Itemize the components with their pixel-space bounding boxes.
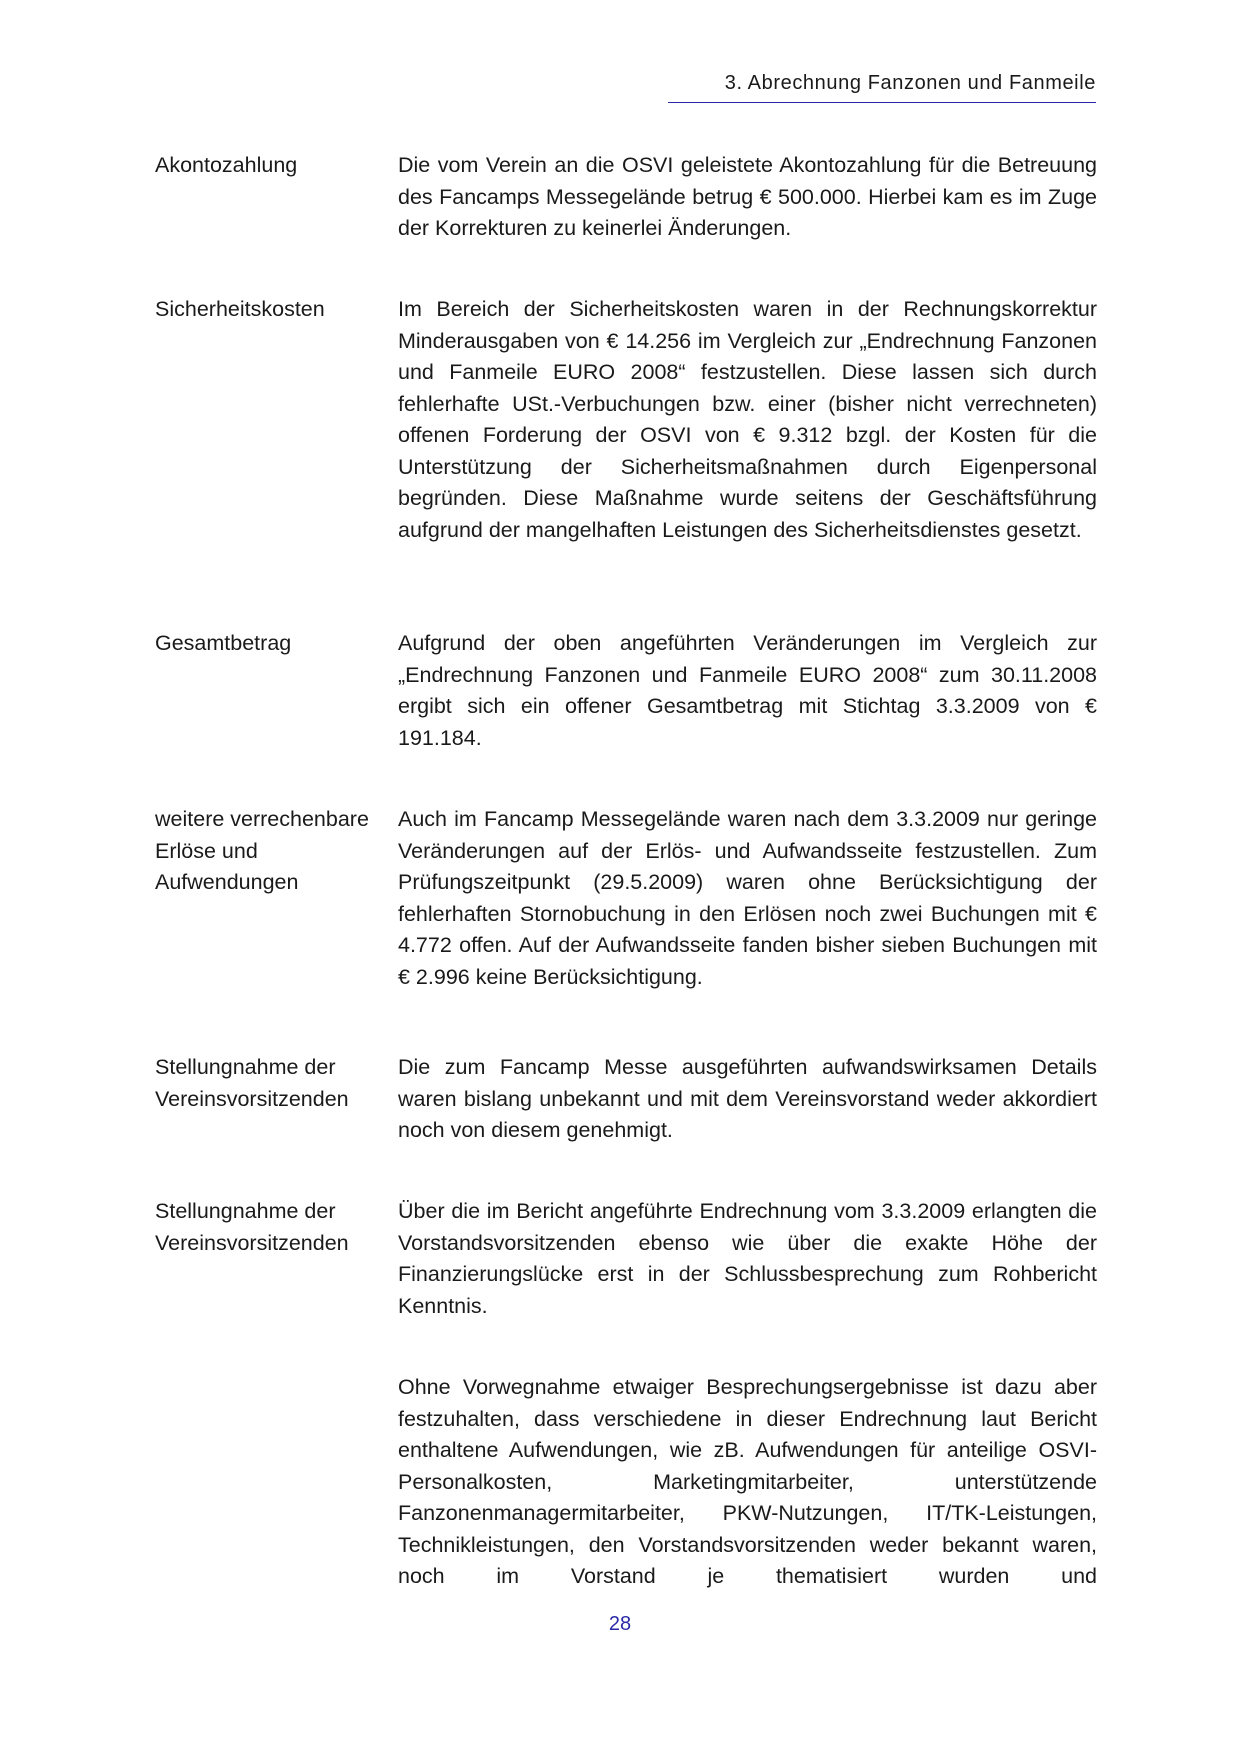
section-text: Aufgrund der oben angeführten Veränderungen im Vergleich zur „Endrechnung Fanzonen und Fanmeile EURO 2008“ zum 30.11.2008 ergibt sich ein offener Gesamtbetrag mit Stichtag 3.3.2009 von € 191.184. [398,631,1097,750]
section-text: Die vom Verein an die OSVI geleistete Akontozahlung für die Betreuung des Fancamps Messegelände betrug € 500.000. Hierbei kam es im Zuge der Korrekturen zu keinerlei Änderungen. [398,153,1097,240]
section-text: Ohne Vorwegnahme etwaiger Besprechungsergebnisse ist dazu aber festzuhalten, dass verschiedene in dieser Endrechnung laut Bericht enthaltene Aufwendungen, wie zB. Aufwendungen für anteilige OSVI-Personalkosten, Marketingmitarbeiter, unterstützende Fanzonenmanagermitarbeiter, PKW-Nutzungen, IT/TK-Leistungen, Technikleistungen, den Vorstandsvorsitzenden weder bekannt waren, noch im Vorstand je thematisiert wurden und [398,1375,1097,1588]
section-text: Im Bereich der Sicherheitskosten waren in der Rechnungskorrektur Minderausgaben von € 14.256 im Vergleich zur „Endrechnung Fanzonen und Fanmeile EURO 2008“ festzustellen. Diese lassen sich durch fehlerhafte USt.-Verbuchungen bzw. einer (bisher nicht verrechneten) offenen Forderung der OSVI von € 9.312 bzgl. der Kosten für die Unterstützung der Sicherheitsmaßnahmen durch Eigenpersonal begründen. Diese Maßnahme wurde seitens der Geschäftsführung aufgrund der mangelhaften Leistungen des Sicherheitsdienstes gesetzt. [398,297,1097,542]
section-text: Über die im Bericht angeführte Endrechnung vom 3.3.2009 erlangten die Vorstandsvorsitzenden ebenso wie über die exakte Höhe der Finanzierungslücke erst in der Schlussbesprechung zum Rohbericht Kenntnis. [398,1199,1097,1318]
section-label-line: Stellungnahme der [155,1055,336,1079]
running-header-title: 3. Abrechnung Fanzonen und Fanmeile [724,72,1096,94]
section-label-line: Sicherheitskosten [155,297,325,321]
section-label [155,294,395,326]
section-label [155,1196,395,1259]
section-label-line: Vereinsvorsitzenden [155,1230,349,1255]
section-label [155,628,395,660]
section-label [155,150,395,182]
section-label-line: Gesamtbetrag [155,631,292,655]
section-text: Auch im Fancamp Messegelände waren nach dem 3.3.2009 nur geringe Veränderungen auf der Erlös- und Aufwandsseite festzustellen. Zum Prüfungszeitpunkt (29.5.2009) waren ohne Berücksichtigung der fehlerhaften Stornobuchung in den Erlösen noch zwei Buchungen mit € 4.772 offen. Auf der Aufwandsseite fanden bisher sieben Buchungen mit € 2.996 keine Berücksichtigung. [398,807,1097,989]
page-number: 28 [608,1613,632,1635]
section-label-line: weitere verrechenbare [155,807,369,831]
section-label-line: Stellungnahme der [155,1199,336,1223]
section-label-line: Erlöse und [155,838,258,863]
section-text: Die zum Fancamp Messe ausgeführten aufwandswirksamen Details waren bislang unbekannt und mit dem Vereinsvorstand weder akkordiert noch von diesem genehmigt. [398,1055,1097,1142]
section-label-line: Aufwendungen [155,870,299,894]
running-header [668,72,1096,103]
section-label [155,804,395,899]
section-label [155,1052,395,1115]
section-label-line: Vereinsvorsitzenden [155,1086,349,1111]
section-label-line: Akontozahlung [155,153,298,177]
